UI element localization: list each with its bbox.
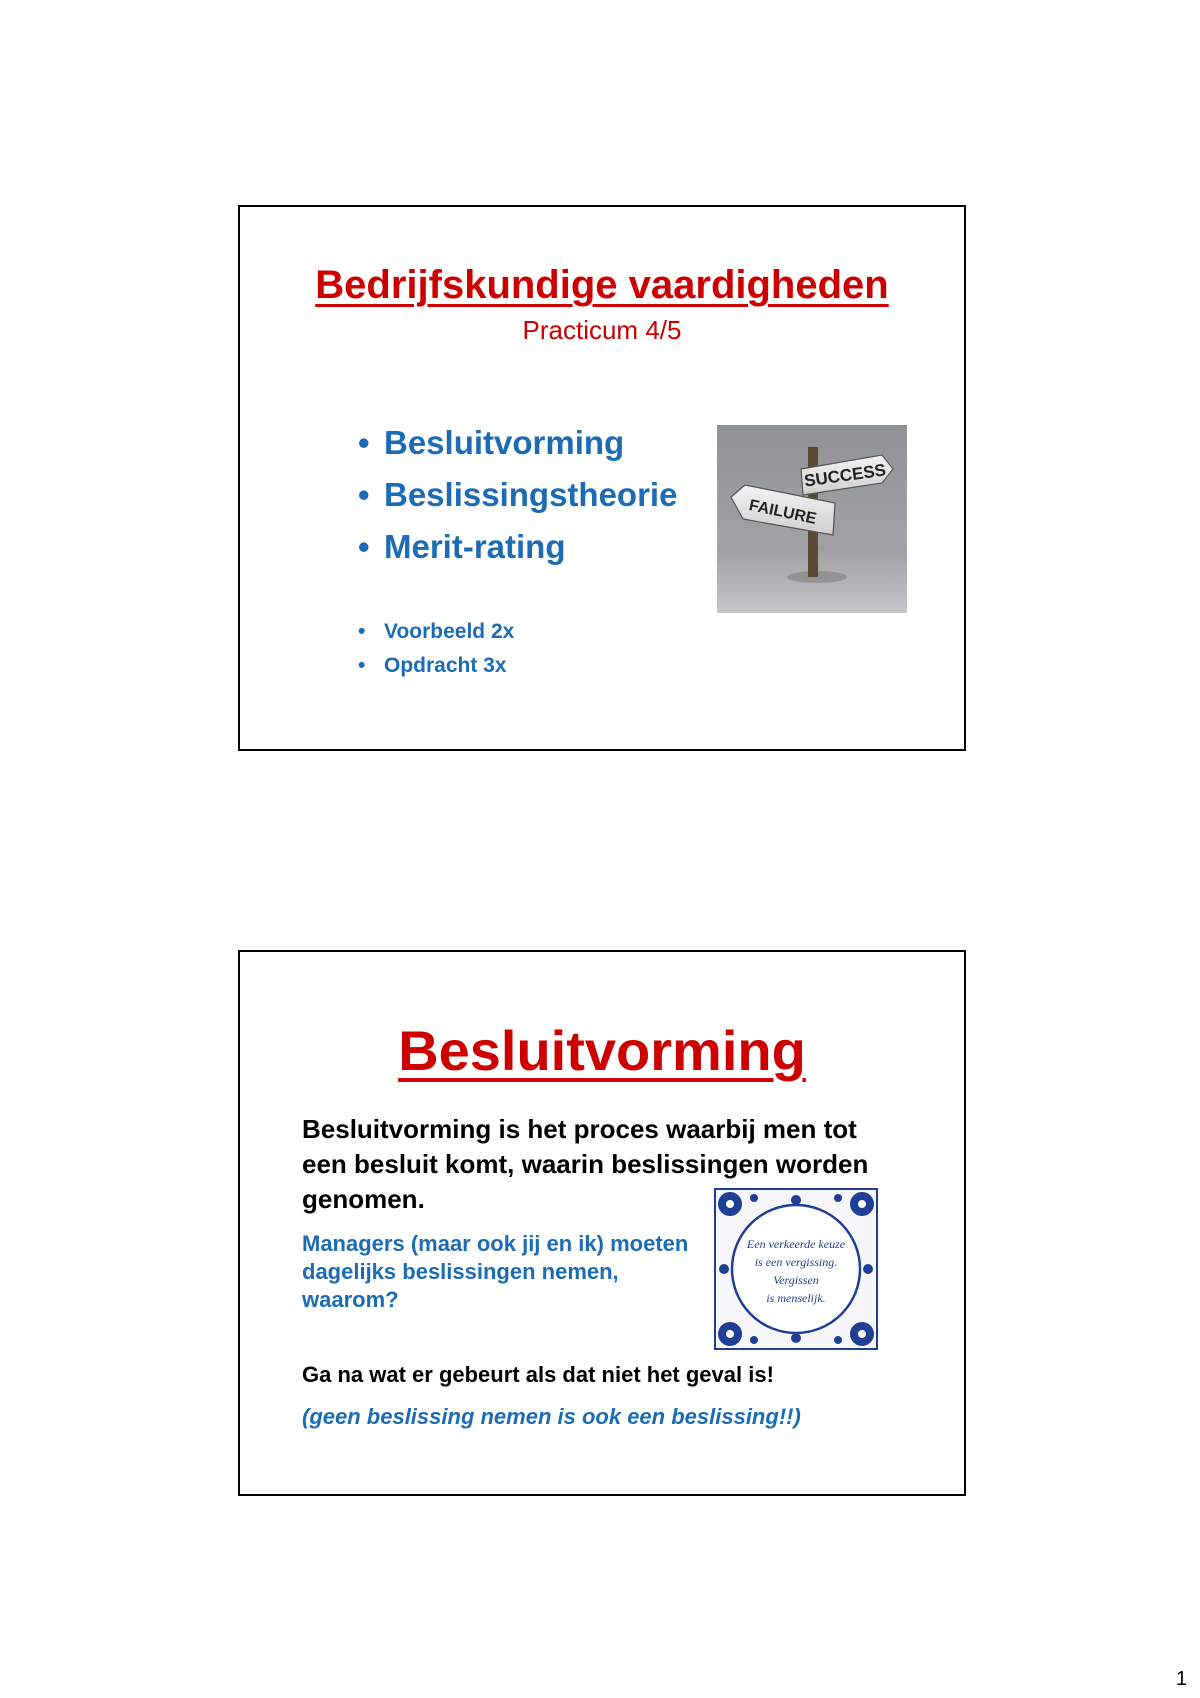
managers-text: Managers (maar ook jij en ik) moeten dagelijks beslissingen nemen, waarom? [302, 1231, 689, 1312]
svg-text:is een vergissing.: is een vergissing. [754, 1255, 838, 1269]
delft-blue-tile [714, 1188, 878, 1350]
svg-text:FAILURE: FAILURE [747, 497, 818, 528]
sub-bullet-list [358, 615, 514, 683]
svg-text:Een verkeerde keuze: Een verkeerde keuze [746, 1237, 846, 1251]
slide-1-subtitle: Practicum 4/5 [522, 315, 682, 345]
svg-text:SUCCESS: SUCCESS [803, 460, 888, 491]
list-item: • Besluitvorming [358, 424, 625, 461]
page-number: 1 [1176, 1668, 1188, 1690]
slide-1 [238, 205, 966, 751]
slide-2-title: Besluitvorming [398, 1019, 806, 1082]
definition-text: Besluitvorming is het proces waarbij men tot een besluit komt, waarin beslissingen worden genomen. [302, 1114, 869, 1214]
svg-text:is menselijk.: is menselijk. [766, 1291, 826, 1305]
main-bullet-list [358, 417, 677, 573]
signpost-photo [717, 425, 907, 613]
note-text: (geen beslissing nemen is ook een beslissing!!) [302, 1404, 801, 1429]
svg-text:Vergissen: Vergissen [773, 1273, 819, 1287]
list-item: • Voorbeeld 2x [358, 620, 515, 643]
list-item: • Merit-rating [358, 528, 566, 565]
slide-1-title: Bedrijfskundige vaardigheden [315, 263, 889, 307]
list-item: • Beslissingstheorie [358, 476, 678, 513]
question-text: Ga na wat er gebeurt als dat niet het geval is! [302, 1362, 774, 1387]
slide-2 [238, 950, 966, 1496]
list-item: • Opdracht 3x [358, 654, 507, 677]
